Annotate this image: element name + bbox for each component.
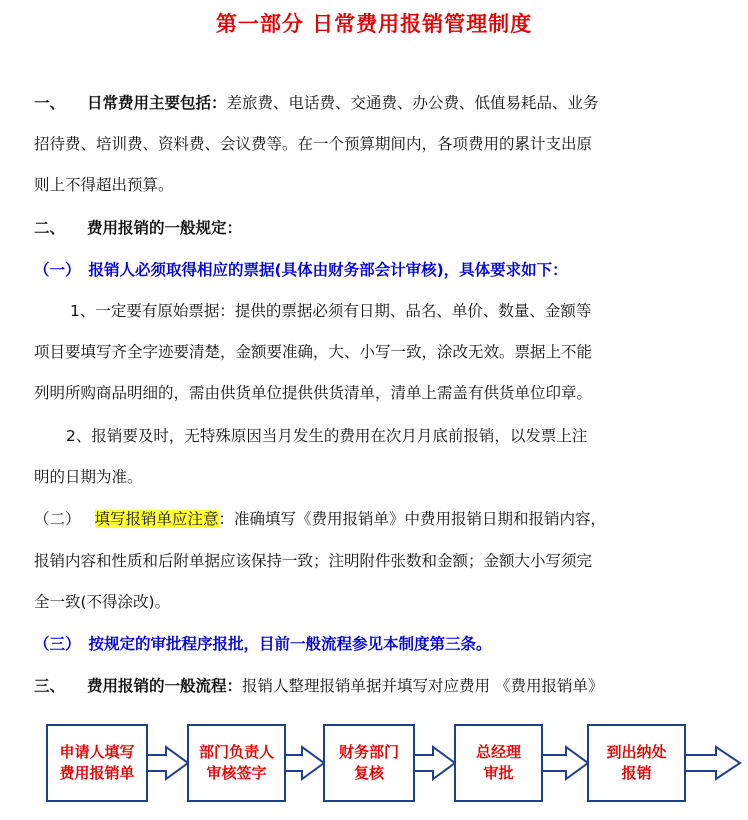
item-2-line-2: 明的日期为准。 (34, 468, 143, 486)
flow-step-dept-approval (187, 724, 286, 802)
section-1-number: 一、 (34, 94, 66, 112)
subsection-1-number: （一） (34, 261, 81, 279)
section-1-line (34, 93, 599, 113)
flow-step-2-line-1: 部门负责人 (198, 743, 274, 761)
flow-step-gm-approval (454, 724, 543, 802)
flow-step-cashier (587, 724, 686, 802)
item-2-line-1: 2、报销要及时，无特殊原因当月发生的费用在次月月底前报销，以发票上注 (66, 427, 588, 445)
section-3-text: 报销人整理报销单据并填写对应费用 《费用报销单》 (242, 677, 604, 695)
section-2-number: 二、 (34, 219, 66, 237)
flow-step-3-line-1: 财务部门 (338, 743, 399, 761)
process-flow (0, 718, 748, 818)
flow-arrow-4 (541, 747, 588, 779)
subsection-2-line-2: 报销内容和性质和后附单据应该保持一致；注明附件张数和金额；金额大小写须完 (34, 552, 593, 570)
flow-step-4-line-1: 总经理 (475, 743, 521, 761)
subsection-2-number: （二） (34, 510, 81, 528)
flow-step-3-line-2: 复核 (353, 764, 384, 782)
flow-step-5-line-1: 到出纳处 (606, 743, 667, 761)
flow-step-2-line-2: 审核签字 (206, 764, 267, 782)
page-title: 第一部分 日常费用报销管理制度 (215, 12, 533, 36)
flow-step-5-line-2: 报销 (621, 764, 652, 782)
section-1-text: 差旅费、电话费、交通费、办公费、低值易耗品、业务 (226, 94, 599, 112)
flow-arrow-2 (284, 747, 324, 779)
flow-arrow-1 (146, 747, 188, 779)
subsection-2-text: ：准确填写《费用报销单》中费用报销日期和报销内容， (218, 510, 607, 528)
flow-step-1-line-1: 申请人填写 (59, 743, 135, 761)
flow-step-apply (46, 724, 148, 802)
section-3-number: 三、 (34, 677, 66, 695)
subsection-3-text: 按规定的审批程序报批，目前一般流程参见本制度第三条。 (88, 635, 492, 653)
section-3-heading: 费用报销的一般流程： (87, 677, 243, 695)
section-1-cont-1: 招待费、培训费、资料费、会议费等。在一个预算期间内，各项费用的累计支出原 (34, 135, 593, 153)
item-1-line-1: 1、一定要有原始票据：提供的票据必须有日期、品名、单价、数量、金额等 (70, 302, 592, 320)
section-2-heading: 费用报销的一般规定： (87, 219, 243, 237)
flow-step-finance-review (323, 724, 415, 802)
section-2-line (34, 218, 242, 238)
section-3-line (34, 676, 603, 696)
subsection-1-text: 报销人必须取得相应的票据(具体由财务部会计审核)，具体要求如下： (88, 261, 568, 279)
flow-step-4-line-2: 审批 (483, 764, 514, 782)
subsection-3-line (34, 634, 492, 654)
subsection-2-line-3: 全一致(不得涂改)。 (34, 593, 171, 611)
item-1-line-3: 列明所购商品明细的，需由供货单位提供供货清单，清单上需盖有供货单位印章。 (34, 384, 593, 402)
highlighted-phrase: 填写报销单应注意 (94, 510, 219, 528)
flow-arrow-3 (413, 747, 455, 779)
flow-arrow-5 (684, 747, 740, 779)
flow-step-1-line-2: 费用报销单 (59, 764, 135, 782)
section-1-cont-2: 则上不得超出预算。 (34, 176, 174, 194)
section-1-heading: 日常费用主要包括： (87, 94, 227, 112)
item-1-line-2: 项目要填写齐全字迹要清楚，金额要准确，大、小写一致，涂改无效。票据上不能 (34, 343, 593, 361)
subsection-1-line (34, 260, 568, 280)
subsection-3-number: （三） (34, 635, 81, 653)
subsection-2-line (34, 509, 606, 529)
